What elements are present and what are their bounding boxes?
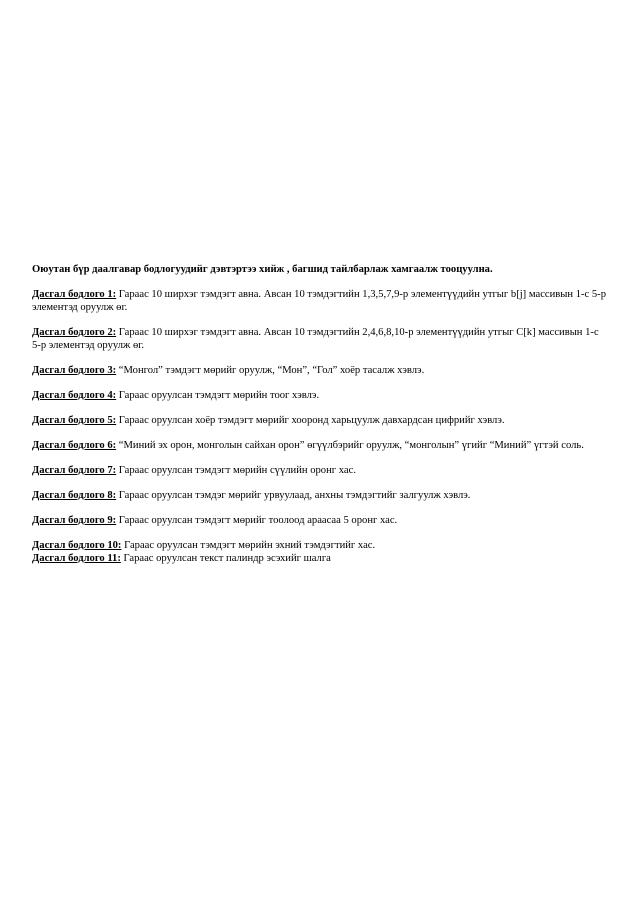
- task-text: Гараас 10 ширхэг тэмдэгт авна. Авсан 10 тэмдэгтийн 1,3,5,7,9-р элементүүдийн утгыг b[j] массивын 1-с 5-р элементэд оруулж өг.: [32, 289, 607, 313]
- task-11: [32, 552, 610, 565]
- instructions-heading: Оюутан бүр даалгавар бодлогуудийг дэвтэртээ хийж , багшид тайлбарлаж хамгаалж тооцуулна.: [32, 264, 493, 275]
- task-text: Гараас оруулсан тэмдэгт мөрийн сүүлийн оронг хас.: [116, 465, 356, 476]
- task-9: [32, 514, 610, 527]
- task-label: Дасгал бодлого 7:: [32, 465, 117, 476]
- task-7: [32, 464, 610, 477]
- task-6: [32, 439, 610, 452]
- task-text: “Монгол” тэмдэгт мөрийг оруулж, “Мон”, “Гол” хоёр тасалж хэвлэ.: [116, 365, 425, 376]
- task-text: Гараас оруулсан тэмдэгт мөрийн эхний тэмдэгтийг хас.: [121, 540, 376, 551]
- task-label: Дасгал бодлого 1:: [32, 289, 117, 300]
- task-text: Гараас оруулсан тэмдэг мөрийг урвуулаад, анхны тэмдэгтийг залгуулж хэвлэ.: [116, 490, 471, 501]
- task-5: [32, 414, 610, 427]
- task-label: Дасгал бодлого 2:: [32, 327, 117, 338]
- task-text: “Миний эх орон, монголын сайхан орон” өгүүлбэрийг оруулж, “монголын” үгийг “Миний” үгтэй соль.: [116, 440, 584, 451]
- task-text: Гараас 10 ширхэг тэмдэгт авна. Авсан 10 тэмдэгтийн 2,4,6,8,10-р элементүүдийн утгыг C[k] массивын 1-с 5-р элементэд оруулж өг.: [32, 327, 599, 351]
- task-text: Гараас оруулсан тэмдэгт мөрийн тоог хэвлэ.: [116, 390, 320, 401]
- task-text: Гараас оруулсан текст палиндр эсэхийг шалга: [120, 553, 331, 564]
- task-label: Дасгал бодлого 3:: [32, 365, 117, 376]
- task-2: [32, 326, 610, 352]
- task-label: Дасгал бодлого 9:: [32, 515, 117, 526]
- task-3: [32, 364, 610, 377]
- task-label: Дасгал бодлого 11:: [32, 553, 121, 564]
- task-text: Гараас оруулсан тэмдэгт мөрийг тоолоод араасаа 5 оронг хас.: [116, 515, 398, 526]
- task-label: Дасгал бодлого 6:: [32, 440, 117, 451]
- task-10: [32, 539, 610, 552]
- task-label: Дасгал бодлого 4:: [32, 390, 117, 401]
- task-text: Гараас оруулсан хоёр тэмдэгт мөрийг хооронд харьцуулж давхардсан цифрийг хэвлэ.: [116, 415, 505, 426]
- task-label: Дасгал бодлого 5:: [32, 415, 117, 426]
- task-1: [32, 288, 610, 314]
- task-label: Дасгал бодлого 8:: [32, 490, 117, 501]
- document-body: [32, 263, 610, 565]
- task-label: Дасгал бодлого 10:: [32, 540, 122, 551]
- task-8: [32, 489, 610, 502]
- task-4: [32, 389, 610, 402]
